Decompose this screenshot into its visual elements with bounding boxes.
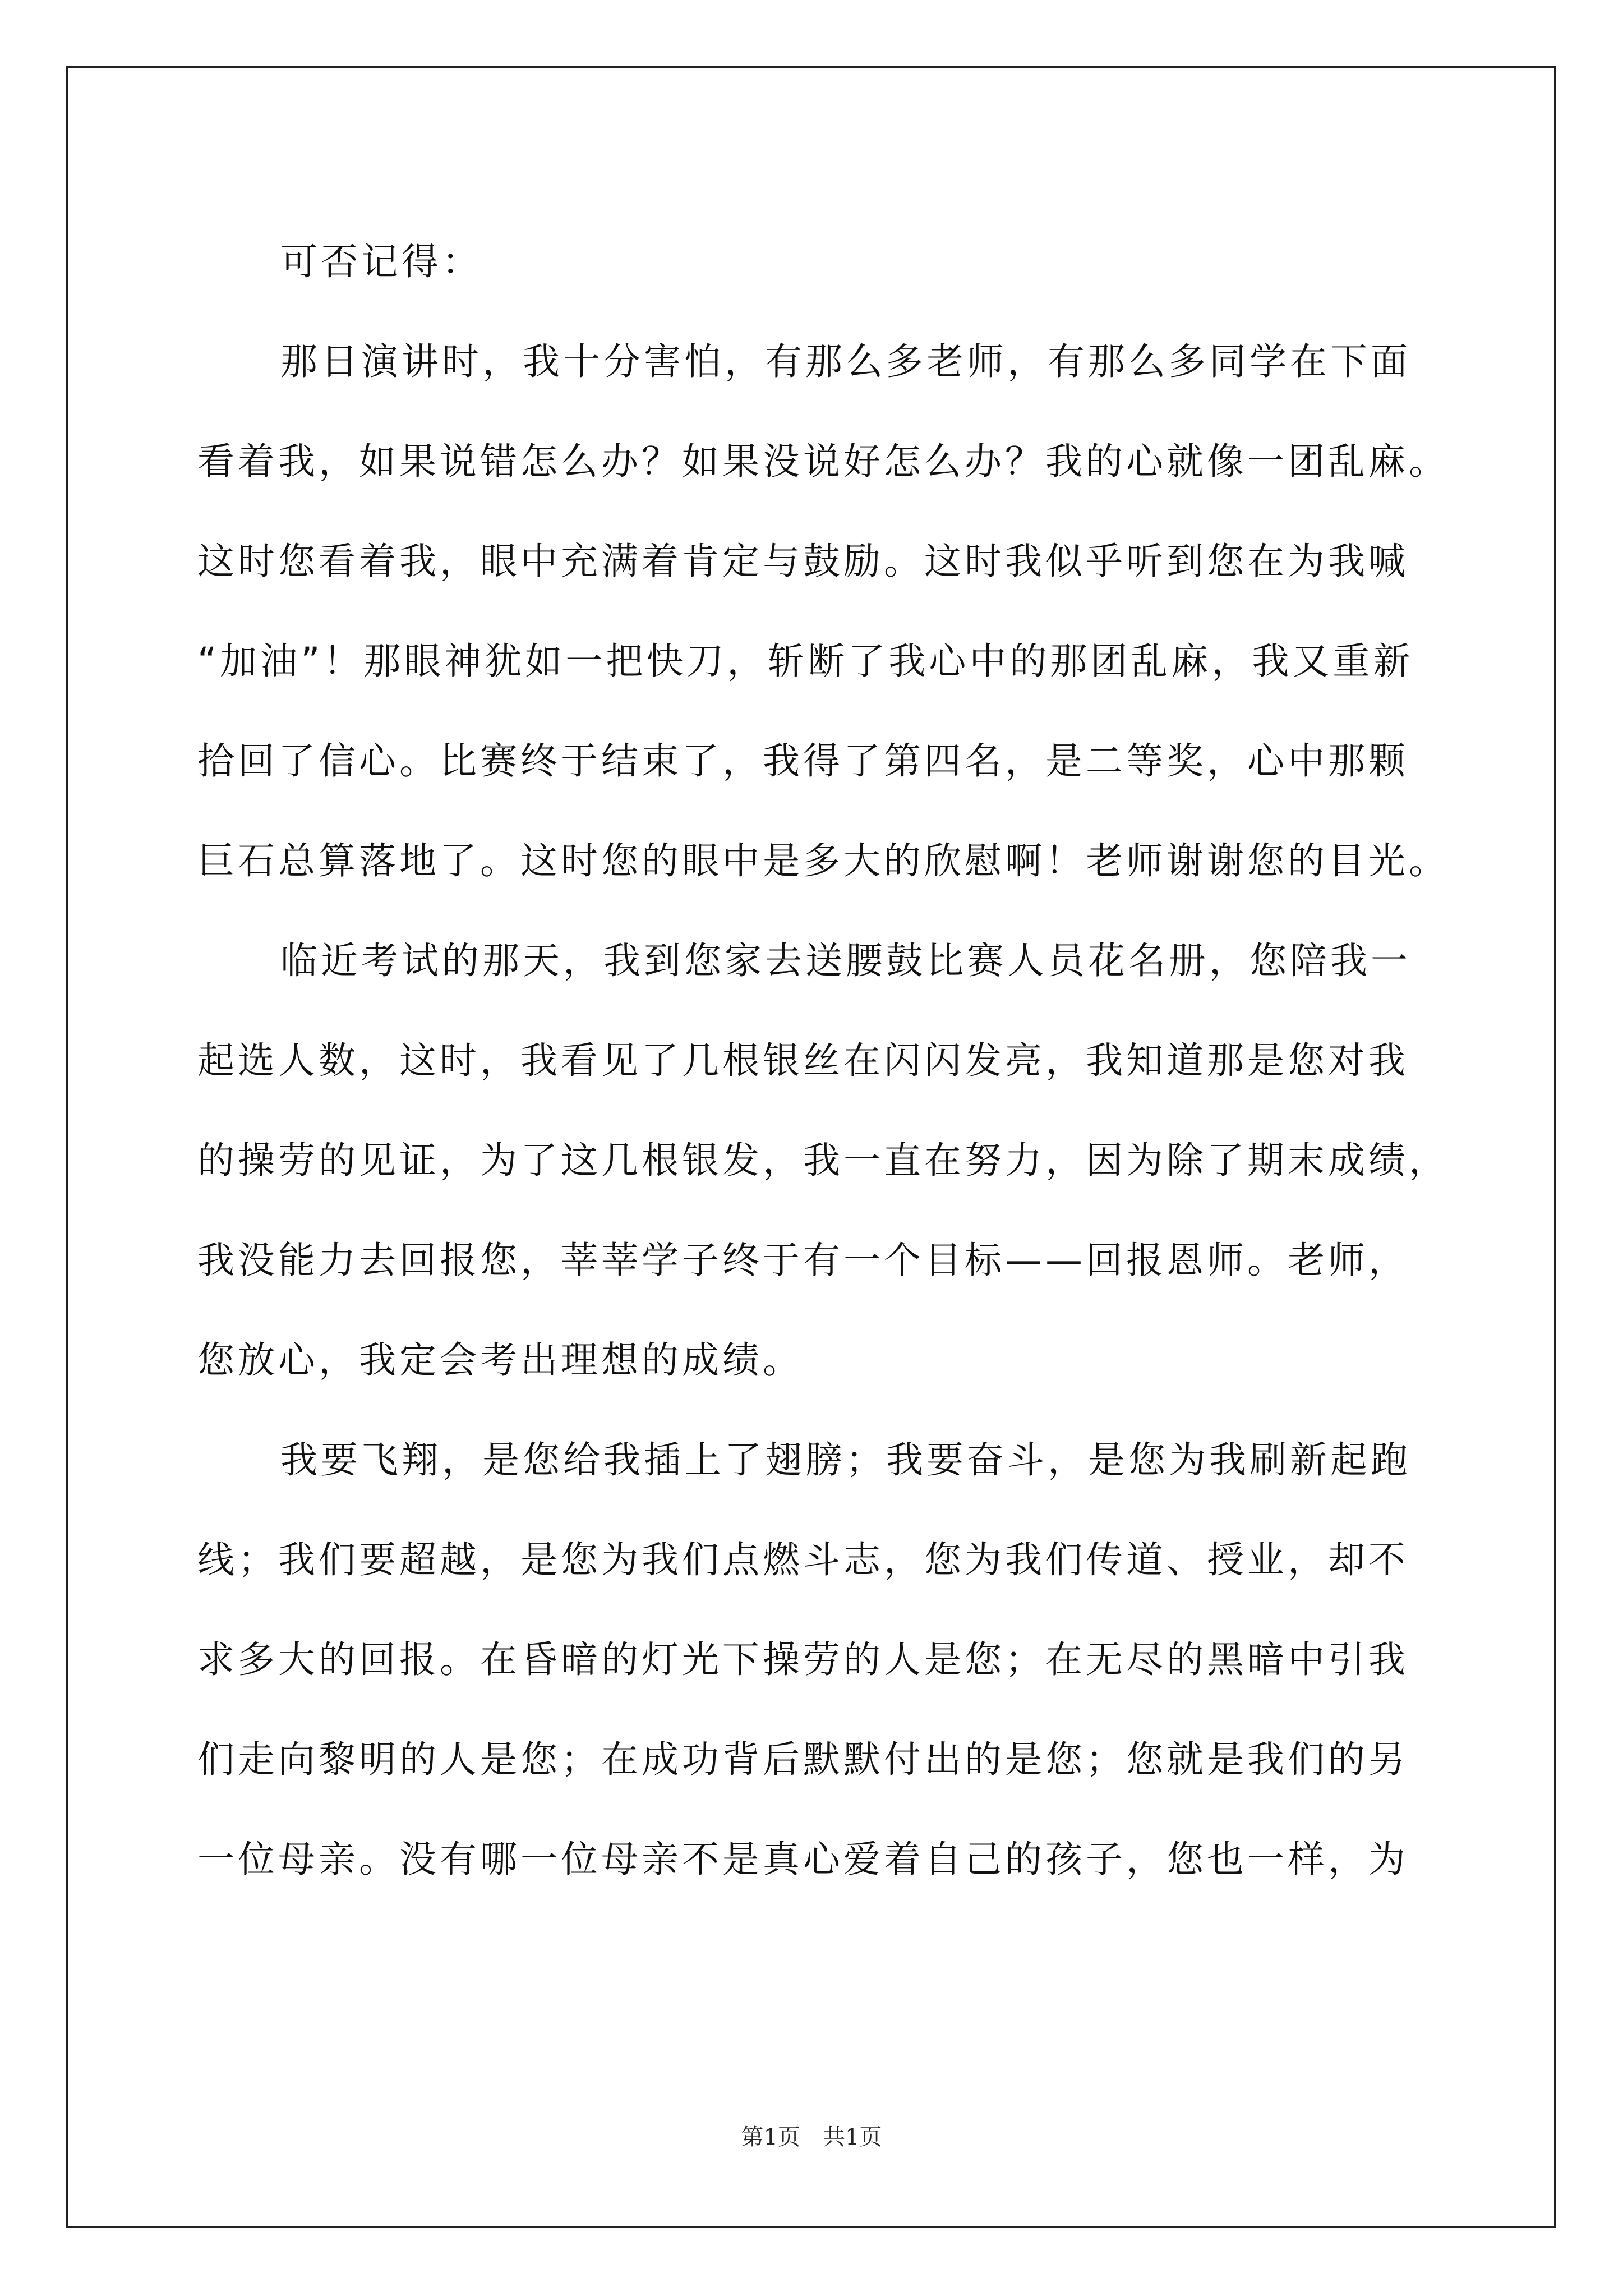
text-line: 临近考试的那天，我到您家去送腰鼓比赛人员花名册，您陪我一 <box>280 939 1411 982</box>
text-line: 这时您看着我，眼中充满着肯定与鼓励。这时我似乎听到您在为我喊 <box>197 540 1409 583</box>
document-body <box>197 212 1449 1910</box>
text-line: 可否记得： <box>280 240 482 283</box>
text-line: “加油”！那眼神犹如一把快刀，斩断了我心中的那团乱麻，我又重新 <box>197 639 1414 683</box>
text-line: 起选人数，这时，我看见了几根银丝在闪闪发亮，我知道那是您对我 <box>197 1039 1409 1082</box>
page-number-total: 共1页 <box>823 2124 882 2150</box>
text-line: 我没能力去回报您，莘莘学子终于有一个目标——回报恩师。老师， <box>197 1239 1409 1282</box>
text-line: 那日演讲时，我十分害怕，有那么多老师，有那么多同学在下面 <box>280 340 1411 383</box>
page-number-current: 第1页 <box>741 2124 800 2150</box>
text-line: 您放心，我定会考出理想的成绩。 <box>197 1338 803 1382</box>
text-line: 线；我们要超越，是您为我们点燃斗志，您为我们传道、授业，却不 <box>197 1538 1409 1581</box>
text-line: 们走向黎明的人是您；在成功背后默默付出的是您；您就是我们的另 <box>197 1738 1409 1781</box>
text-line: 拾回了信心。比赛终于结束了，我得了第四名，是二等奖，心中那颗 <box>197 739 1409 783</box>
text-line: 求多大的回报。在昏暗的灯光下操劳的人是您；在无尽的黑暗中引我 <box>197 1638 1409 1681</box>
text-line: 巨石总算落地了。这时您的眼中是多大的欣慰啊！老师谢谢您的目光。 <box>197 839 1449 882</box>
text-line: 的操劳的见证，为了这几根银发，我一直在努力，因为除了期末成绩， <box>197 1139 1449 1182</box>
text-line: 一位母亲。没有哪一位母亲不是真心爱着自己的孩子，您也一样，为 <box>197 1838 1409 1881</box>
text-line: 看着我，如果说错怎么办？如果没说好怎么办？我的心就像一团乱麻。 <box>197 440 1449 483</box>
page-footer <box>0 2119 1623 2151</box>
text-line: 我要飞翔，是您给我插上了翅膀；我要奋斗，是您为我刷新起跑 <box>280 1438 1411 1481</box>
